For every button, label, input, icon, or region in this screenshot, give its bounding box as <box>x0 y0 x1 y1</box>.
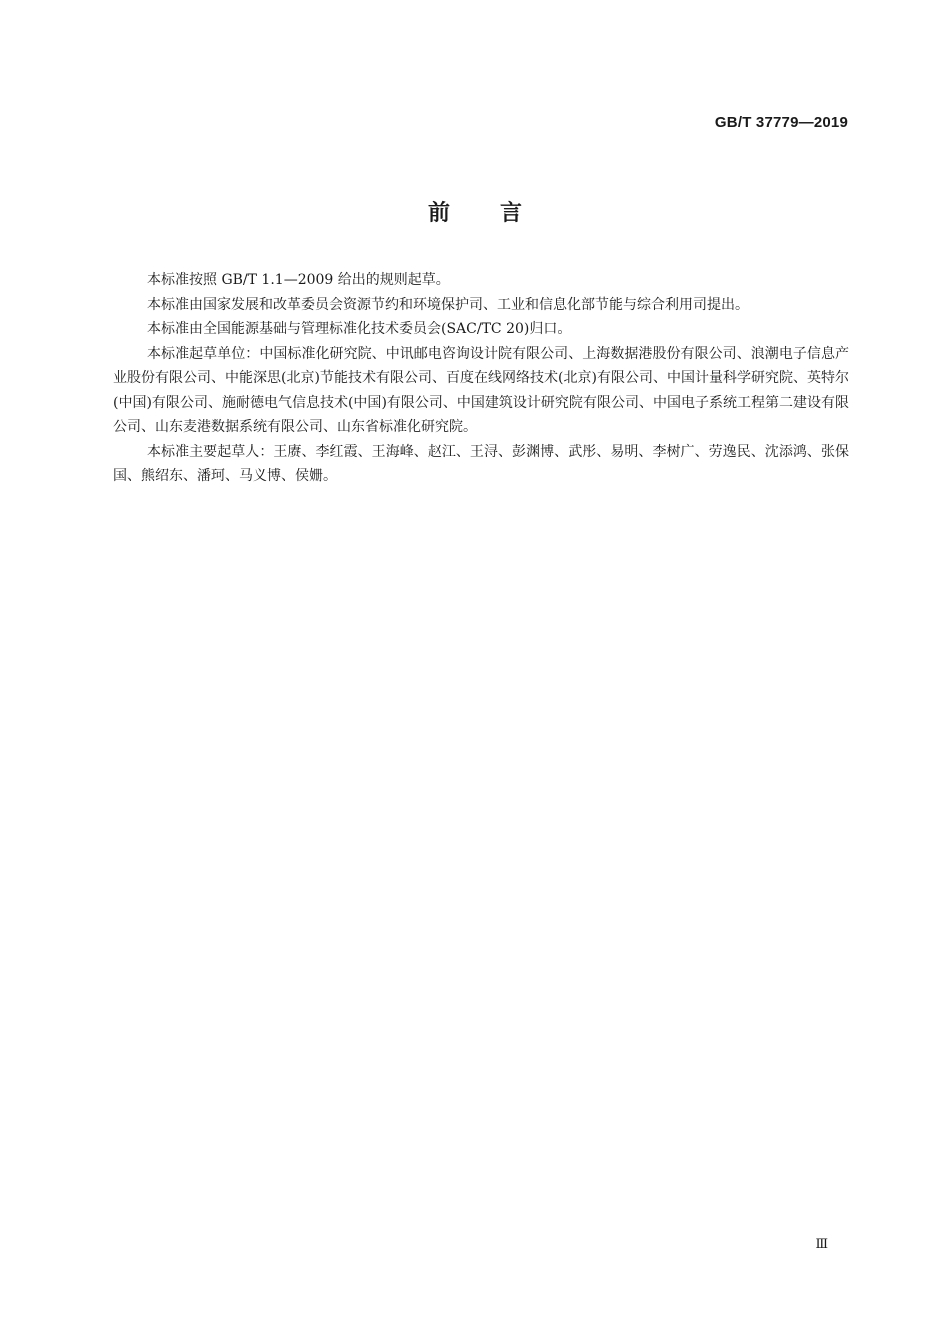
page-title: 前言 <box>427 201 572 226</box>
page-number: Ⅲ <box>815 1237 828 1252</box>
paragraph-centralized-management: 本标准由全国能源基础与管理标准化技术委员会(SAC/TC 20)归口。 <box>147 321 572 337</box>
paragraph-drafting-units: 本标准起草单位：中国标准化研究院、中讯邮电咨询设计院有限公司、上海数据港股份有限公司、浪潮电子信息产业股份有限公司、中能深思(北京)节能技术有限公司、百度在线网络技术(北京)有限公司、中国计量科学研究院、英特尔(中国)有限公司、施耐德电气信息技术(中国)有限公司、中国建筑设计研究院有限公司、中国电子系统工程第二建设有限公司、山东麦港数据系统有限公司、山东省标准化研究院。 <box>113 345 849 435</box>
paragraph-drafting-rules: 本标准按照 GB/T 1.1—2009 给出的规则起草。 <box>147 272 450 288</box>
document-body <box>113 268 849 489</box>
paragraph-proposer: 本标准由国家发展和改革委员会资源节约和环境保护司、工业和信息化部节能与综合利用司提出。 <box>147 296 749 313</box>
standard-code: GB/T 37779—2019 <box>714 114 848 131</box>
paragraph-main-drafters: 本标准主要起草人：王赓、李红霞、王海峰、赵江、王浔、彭渊博、武彤、易明、李树广、劳逸民、沈添鸿、张保国、熊绍东、潘珂、马义博、侯姗。 <box>113 443 849 484</box>
